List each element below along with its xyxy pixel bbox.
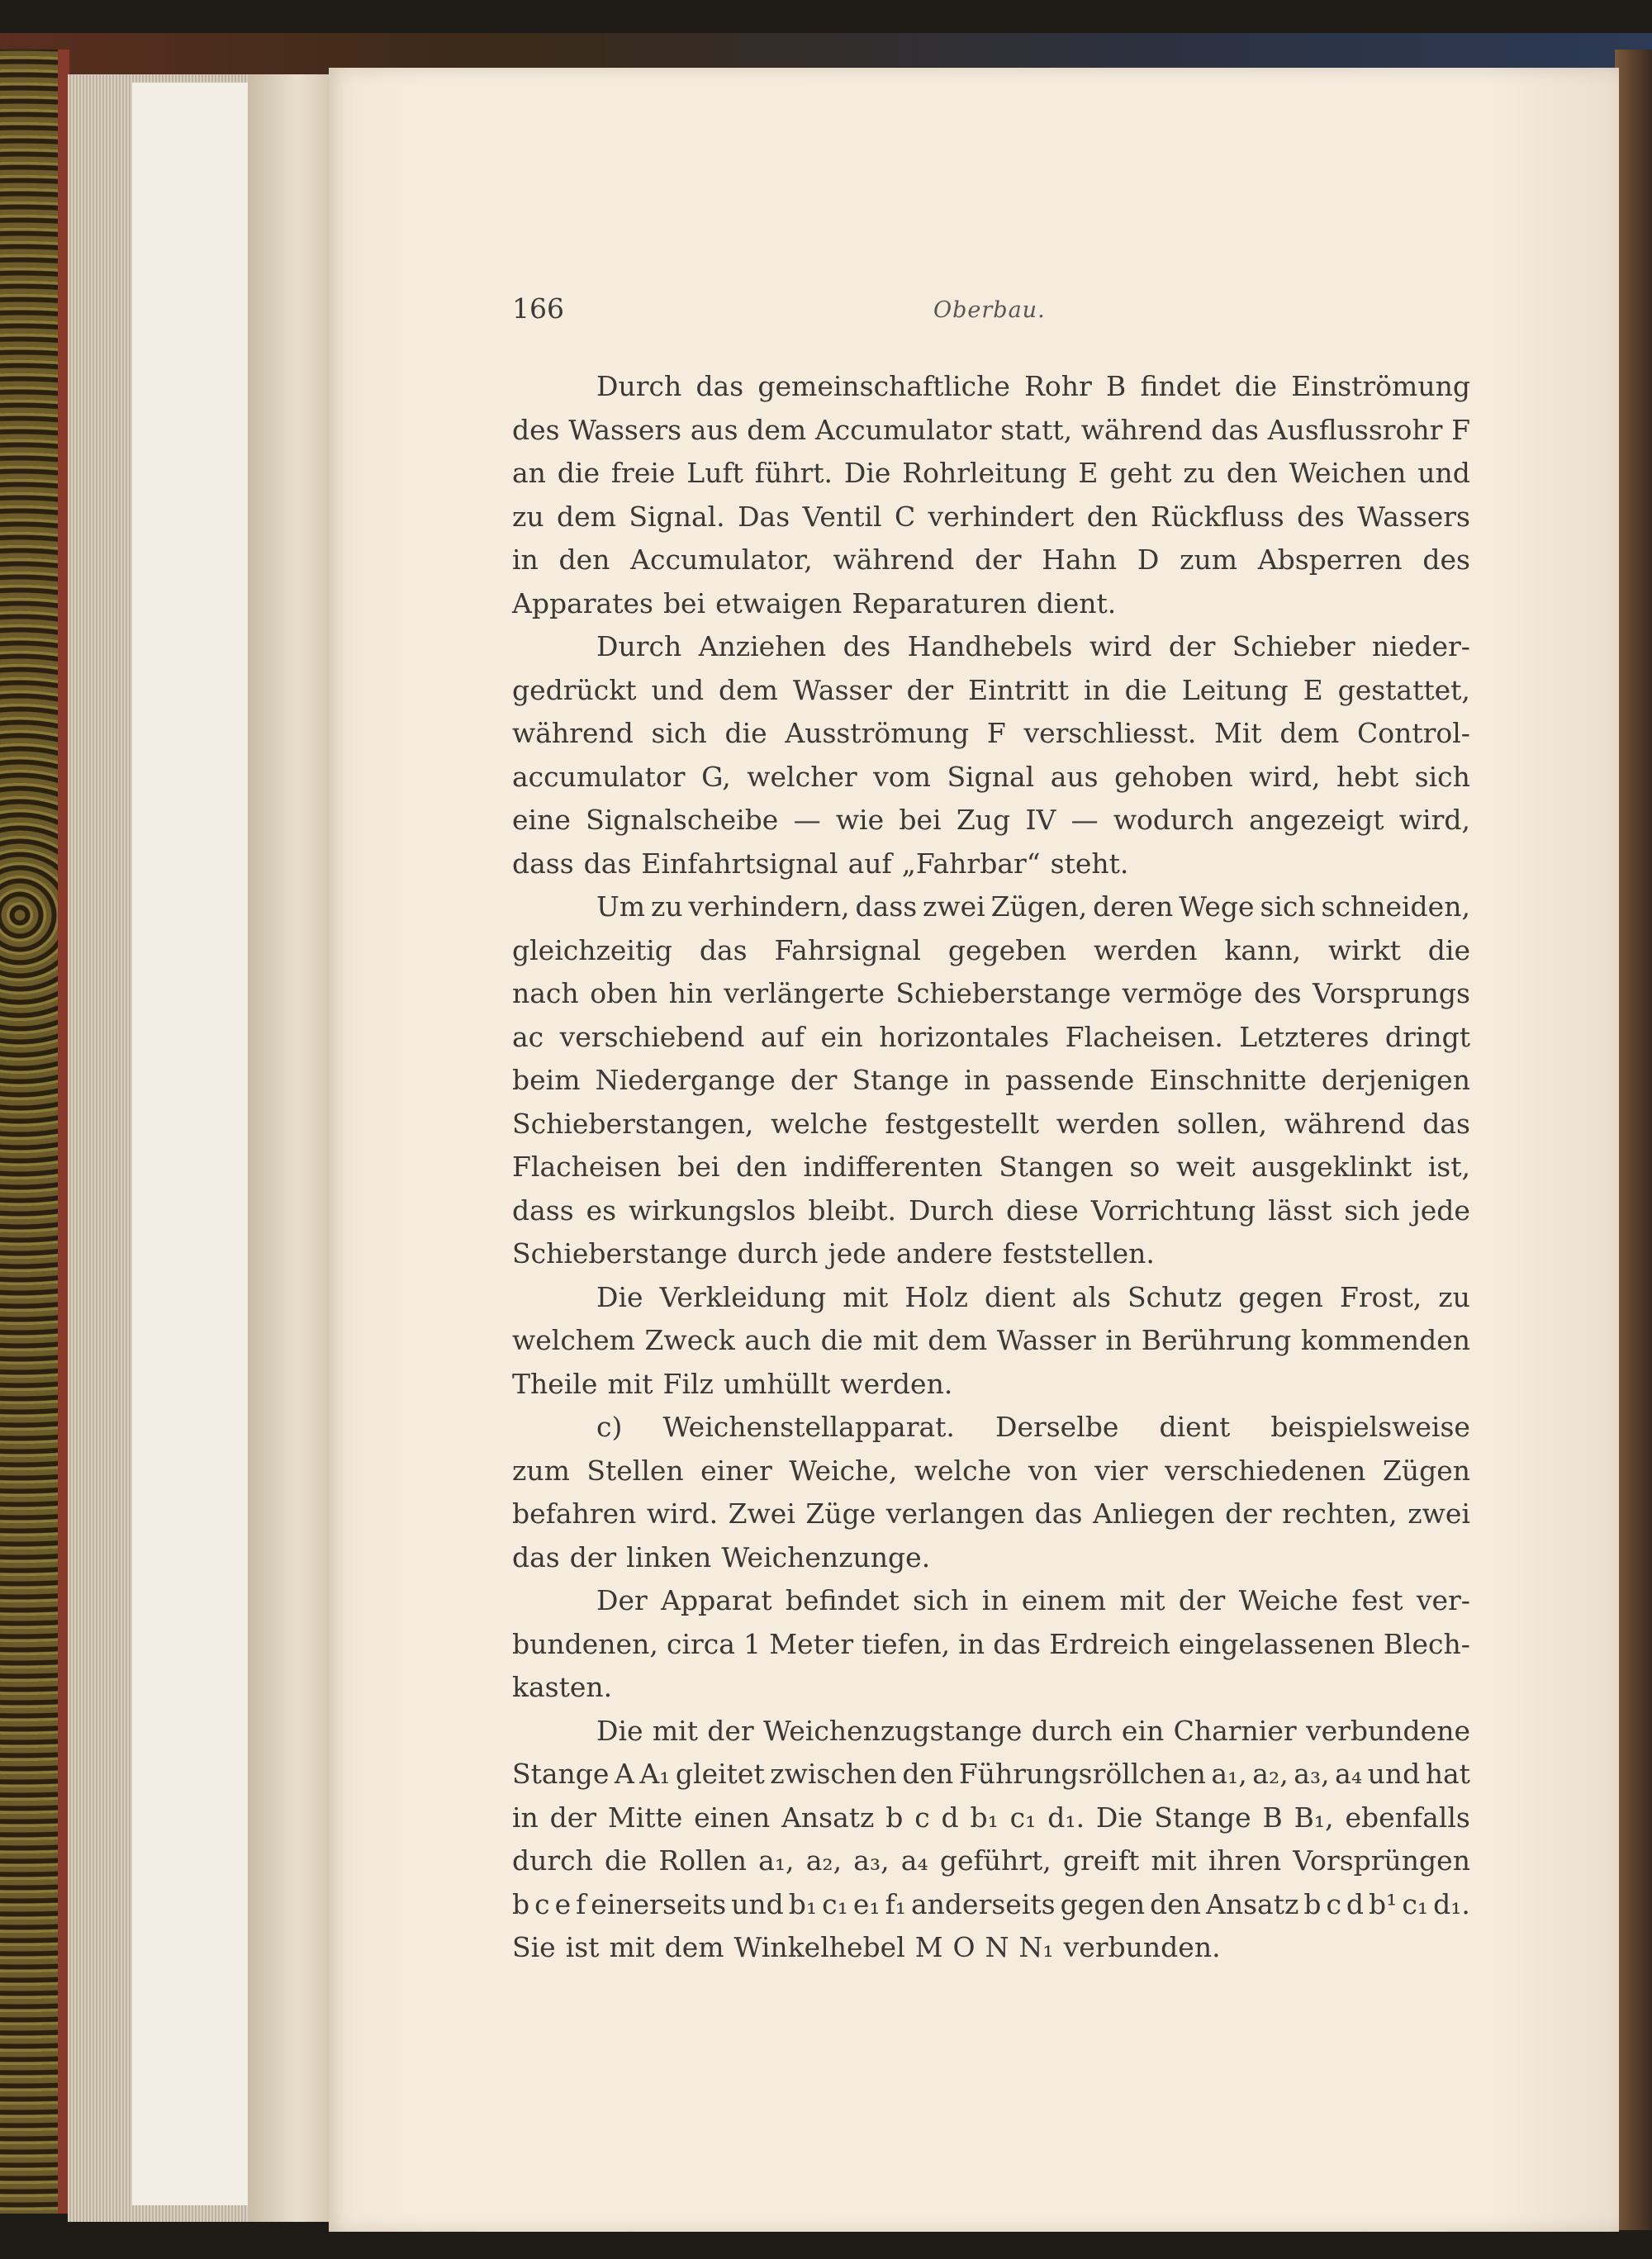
text-line: Um zu verhindern, dass zwei Zügen, deren Wege sich schneiden, — [596, 890, 1470, 923]
text-line: in den Accumulator, während der Hahn D zum Absperren des — [512, 543, 1470, 576]
paragraph — [512, 885, 1470, 1276]
text-line: dass es wirkungslos bleibt. Durch diese Vorrichtung lässt sich jede — [512, 1194, 1470, 1227]
paragraph — [512, 625, 1470, 885]
text-line: befahren wird. Zwei Züge verlangen das Anliegen der rechten, zwei — [512, 1497, 1470, 1530]
text-line: Durch Anziehen des Handhebels wird der Schieber nieder- — [596, 630, 1470, 662]
paragraph — [512, 1276, 1470, 1407]
text-line: beim Niedergange der Stange in passende Einschnitte derjenigen — [512, 1064, 1470, 1096]
page-number: 166 — [512, 292, 564, 325]
running-head: Oberbau. — [933, 297, 1046, 323]
text-line: Der Apparat befindet sich in einem mit der Weiche fest ver- — [596, 1584, 1470, 1616]
left-leaf — [132, 83, 248, 2205]
paragraph — [512, 1710, 1470, 1970]
text-line: Stange A A₁ gleitet zwischen den Führungsröllchen a₁, a₂, a₃, a₄ und hat — [512, 1758, 1470, 1790]
text-line: dass das Einfahrtsignal auf „Fahrbar“ steht. — [512, 847, 1129, 880]
text-line: bundenen, circa 1 Meter tiefen, in das Erdreich eingelassenen Blech- — [512, 1627, 1470, 1660]
text-line: kasten. — [512, 1671, 613, 1703]
text-line: des Wassers aus dem Accumulator statt, während das Ausflussrohr F — [512, 413, 1470, 446]
paragraph — [512, 365, 1470, 625]
text-line: Theile mit Filz umhüllt werden. — [512, 1367, 953, 1400]
text-line: b c e f einerseits und b₁ c₁ e₁ f₁ anderseits gegen den Ansatz b c d b¹ c₁ d₁. — [512, 1887, 1470, 1920]
page-header — [512, 292, 1470, 334]
text-line: während sich die Ausströmung F verschliesst. Mit dem Control- — [512, 717, 1470, 749]
text-line: Die mit der Weichenzugstange durch ein Charnier verbundene — [596, 1714, 1470, 1747]
paragraph — [512, 1579, 1470, 1710]
text-line: gleichzeitig das Fahrsignal gegeben werden kann, wirkt die — [512, 933, 1470, 966]
marbled-cover — [0, 50, 66, 2214]
text-line: zum Stellen einer Weiche, welche von vier verschiedenen Zügen — [512, 1454, 1470, 1487]
right-cover-edge — [1615, 50, 1652, 2230]
body-text — [512, 365, 1470, 1970]
book-gutter — [248, 74, 330, 2222]
text-line: durch die Rollen a₁, a₂, a₃, a₄ geführt, greift mit ihren Vorsprüngen — [512, 1844, 1470, 1877]
text-line: nach oben hin verlängerte Schieberstange vermöge des Vorsprungs — [512, 977, 1470, 1009]
text-line: ac verschiebend auf ein horizontales Flacheisen. Letzteres dringt — [512, 1020, 1470, 1053]
text-line: Durch das gemeinschaftliche Rohr B findet die Einströmung — [596, 370, 1470, 402]
text-line: accumulator G, welcher vom Signal aus gehoben wird, hebt sich — [512, 760, 1470, 793]
text-line: c) Weichenstellapparat. Derselbe dient beispielsweise — [596, 1411, 1470, 1443]
text-line: zu dem Signal. Das Ventil C verhindert den Rückfluss des Wassers — [512, 500, 1470, 533]
text-line: Apparates bei etwaigen Reparaturen dient. — [512, 586, 1117, 619]
text-line: Die Verkleidung mit Holz dient als Schutz gegen Frost, zu — [596, 1280, 1470, 1313]
text-line: Schieberstange durch jede andere feststellen. — [512, 1237, 1155, 1270]
text-line: in der Mitte einen Ansatz b c d b₁ c₁ d₁. Die Stange B B₁, ebenfalls — [512, 1801, 1470, 1834]
text-line: an die freie Luft führt. Die Rohrleitung E geht zu den Weichen und — [512, 457, 1470, 489]
text-line: eine Signalscheibe — wie bei Zug IV — wodurch angezeigt wird, — [512, 804, 1470, 836]
text-line: Flacheisen bei den indifferenten Stangen so weit ausgeklinkt ist, — [512, 1151, 1470, 1183]
text-line: welchem Zweck auch die mit dem Wasser in Berührung kommenden — [512, 1324, 1470, 1356]
text-line: das der linken Weichenzunge. — [512, 1540, 931, 1573]
text-line: Schieberstangen, welche festgestellt werden sollen, während das — [512, 1107, 1470, 1140]
paragraph — [512, 1406, 1470, 1579]
text-line: gedrückt und dem Wasser der Eintritt in die Leitung E gestattet, — [512, 673, 1470, 706]
text-line: Sie ist mit dem Winkelhebel M O N N₁ verbunden. — [512, 1931, 1221, 1963]
